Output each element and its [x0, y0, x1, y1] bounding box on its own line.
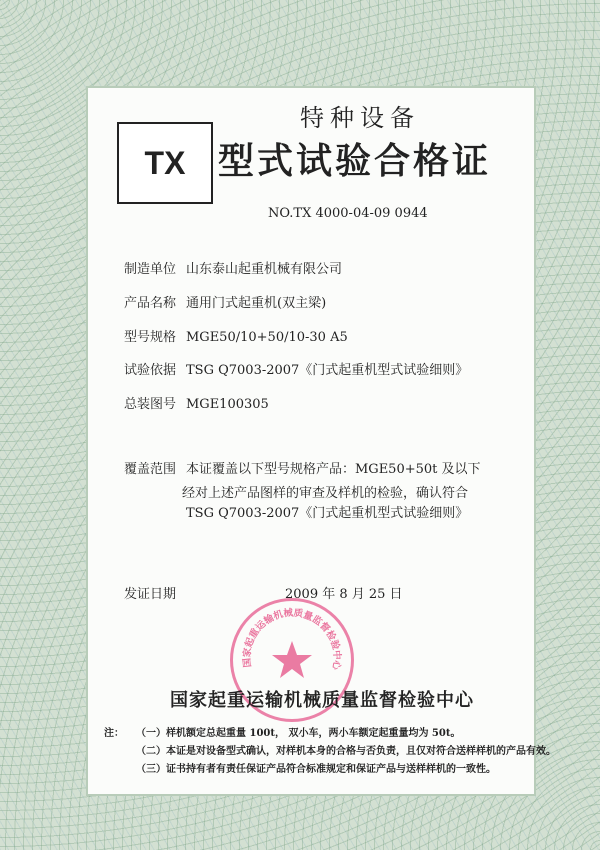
field-label: 总装图号	[124, 397, 177, 412]
field-value: 通用门式起重机(双主梁)	[186, 296, 327, 311]
field-value: MGE50/10+50/10-30 A5	[186, 330, 348, 345]
issuing-authority: 国家起重运输机械质量监督检验中心	[170, 690, 474, 711]
field-value: 山东泰山起重机械有限公司	[186, 262, 343, 277]
notes-label: 注：	[104, 728, 124, 739]
field-value: TSG Q7003-2007《门式起重机型式试验细则》	[186, 363, 469, 378]
coverage-label: 覆盖范围	[124, 462, 177, 477]
field-label: 制造单位	[124, 262, 177, 277]
seal-text: 国家起重运输机械质量监督检验中心	[241, 607, 343, 671]
tx-badge: TX	[117, 122, 213, 204]
coverage-line1	[124, 462, 481, 478]
certificate-title: 型式试验合格证	[218, 140, 492, 182]
note-item: （三）证书持有者有责任保证产品符合标准规定和保证产品与送样样机的一致性。	[136, 764, 496, 775]
star-icon	[272, 641, 312, 678]
coverage-text: 本证覆盖以下型号规格产品：MGE50+50t 及以下	[186, 462, 481, 477]
field-product-name	[124, 296, 326, 312]
field-label: 型号规格	[124, 330, 177, 345]
coverage-line2: 经对上述产品图样的审查及样机的检验，确认符合	[182, 486, 469, 501]
issue-date: 2009 年 8 月 25 日	[285, 587, 403, 602]
note-item: （二）本证是对设备型式确认，对样机本身的合格与否负责，且仅对符合送样样机的产品有效。	[136, 746, 556, 757]
field-test-basis	[124, 363, 468, 379]
field-value: MGE100305	[186, 397, 269, 412]
issue-date-label: 发证日期	[124, 587, 177, 602]
field-manufacturer	[124, 262, 342, 278]
certificate-subtitle: 特种设备	[300, 104, 420, 132]
field-model	[124, 330, 348, 346]
coverage-line3: TSG Q7003-2007《门式起重机型式试验细则》	[186, 506, 469, 521]
field-label: 产品名称	[124, 296, 177, 311]
certificate-number: NO.TX 4000-04-09 0944	[268, 206, 428, 221]
note-item: （一）样机额定总起重量 100t， 双小车，两小车额定起重量均为 50t。	[136, 728, 461, 739]
field-label: 试验依据	[124, 363, 177, 378]
field-drawing-number	[124, 397, 269, 413]
